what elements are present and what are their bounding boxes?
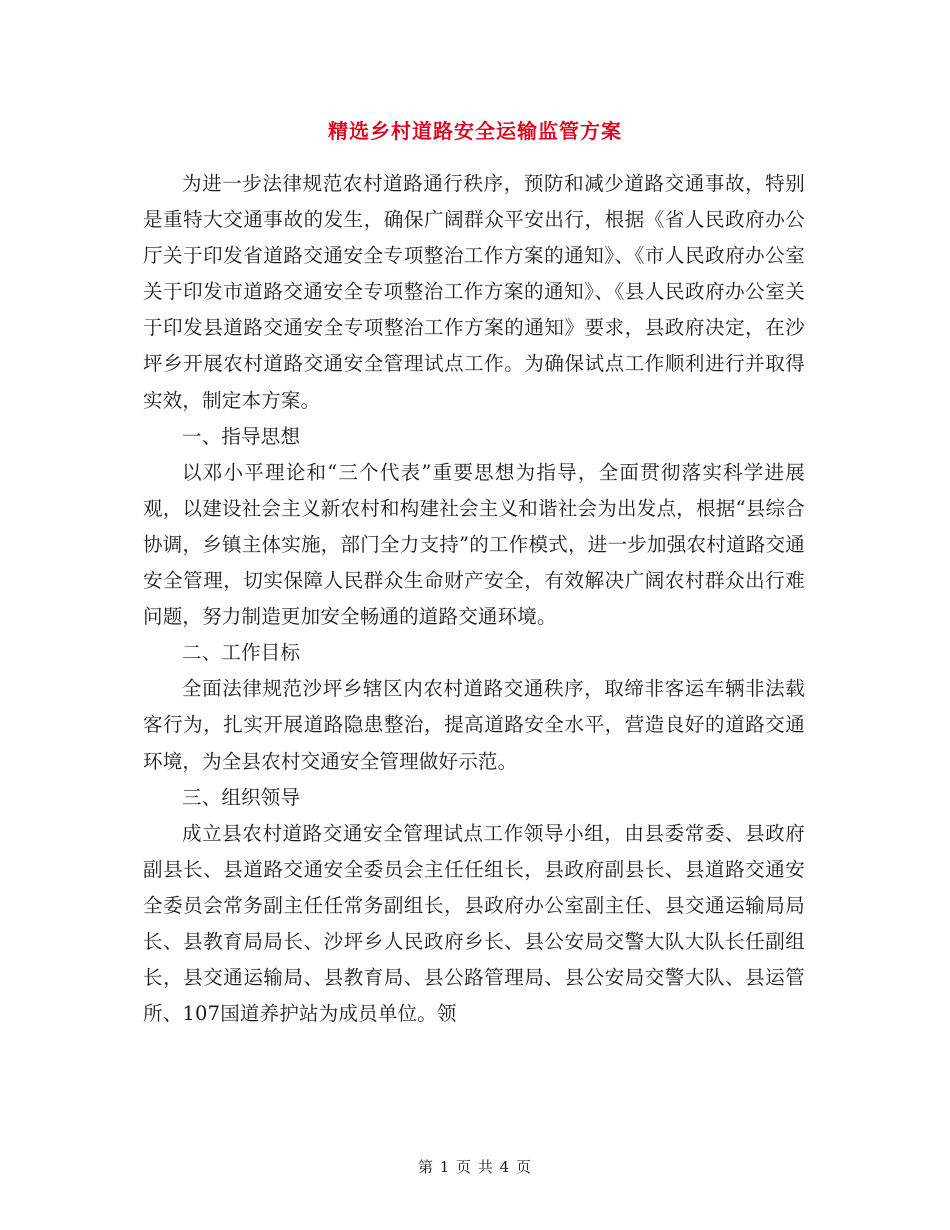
document-title: 精选乡村道路安全运输监管方案: [328, 119, 622, 143]
section-heading-organization: 三、组织领导: [182, 785, 301, 809]
document-body: [143, 166, 805, 1032]
paragraph-work-goals: 全面法律规范沙坪乡辖区内农村道路交通秩序，取缔非客运车辆非法载客行为，扎实开展道路隐患整治，提高道路安全水平，营造良好的道路交通环境，为全县农村交通安全管理做好示范。: [143, 677, 805, 773]
paragraph-intro: 为进一步法律规范农村道路通行秩序，预防和减少道路交通事故，特别是重特大交通事故的发生，确保广阔群众平安出行，根据《省人民政府办公厅关于印发省道路交通安全专项整治工作方案的通知》、《市人民政府办公室关于印发市道路交通安全专项整治工作方案的通知》、《县人民政府办公室关于印发县道路交通安全专项整治工作方案的通知》要求，县政府决定，在沙坪乡开展农村道路交通安全管理试点工作。为确保试点工作顺利进行并取得实效，制定本方案。: [143, 172, 805, 412]
page-footer: 第 1 页 共 4 页: [418, 1158, 532, 1176]
section-heading-guiding-ideology: 一、指导思想: [182, 424, 301, 448]
section-heading-work-goals: 二、工作目标: [182, 641, 301, 665]
paragraph-organization: 成立县农村道路交通安全管理试点工作领导小组，由县委常委、县政府副县长、县道路交通安全委员会主任任组长，县政府副县长、县道路交通安全委员会常务副主任任常务副组长，县政府办公室副主任、县交通运输局局长、县教育局局长、沙坪乡人民政府乡长、县公安局交警大队大队长任副组长，县交通运输局、县教育局、县公路管理局、县公安局交警大队、县运管所、107国道养护站为成员单位。领: [143, 821, 805, 1026]
paragraph-guiding-ideology: 以邓小平理论和“三个代表”重要思想为指导，全面贯彻落实科学进展观，以建设社会主义新农村和构建社会主义和谐社会为出发点，根据“县综合协调，乡镇主体实施，部门全力支持”的工作模式，进一步加强农村道路交通安全管理，切实保障人民群众生命财产安全，有效解决广阔农村群众出行难问题，努力制造更加安全畅通的道路交通环境。: [143, 460, 805, 629]
